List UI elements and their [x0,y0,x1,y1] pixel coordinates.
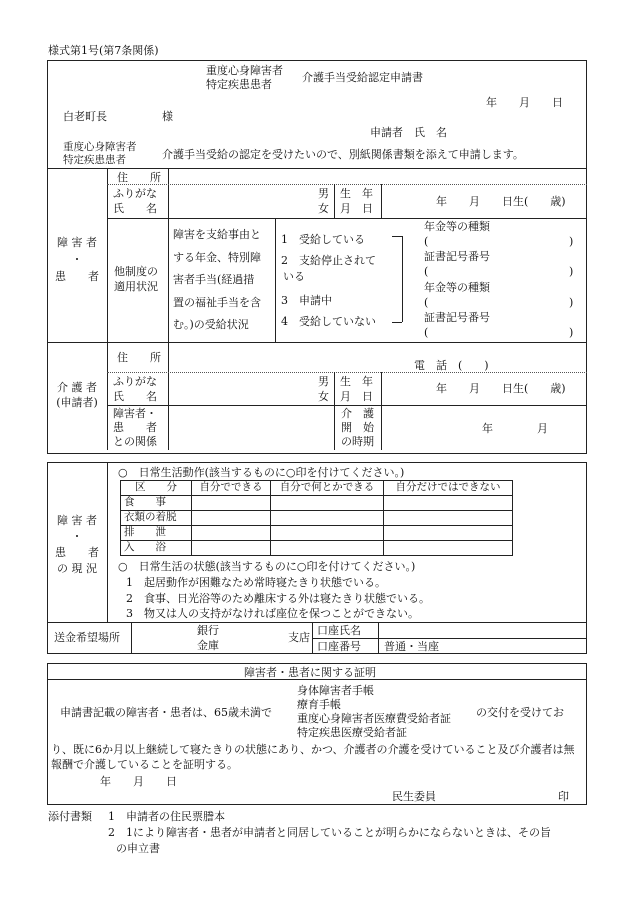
certificate-option-3[interactable]: 重度心身障害者医療費受給者証 [297,712,451,725]
bracket-bottom [392,322,402,323]
adl-row-label-bathing: 入 浴 [121,541,192,556]
relation-label [113,407,157,449]
caregiver-sex-male[interactable]: 男 [318,375,329,388]
paren-close-2: ) [569,265,574,278]
pension-desc-5: む。)の受給状況 [173,318,249,331]
care-start-label-1: 介 護 [341,407,374,420]
state-heading: ○ 日常生活の状態(該当するものに○印を付けてください。) [118,560,416,573]
patient-section-label [49,234,105,285]
status-option-1[interactable]: 1 受給している [281,233,365,246]
status-option-2[interactable]: 2 支給停止されて [281,254,376,267]
adl-cell[interactable] [192,541,271,556]
title-prefix-2: 特定疾患患者 [206,78,272,91]
request-text: 介護手当受給の認定を受けたいので、別紙関係書類を添えて申請します。 [162,148,524,161]
adl-cell[interactable] [384,511,513,526]
patient-name-label: 氏 名 [113,202,157,215]
patient-sex-male[interactable]: 男 [318,187,329,200]
caregiver-birth-label-2: 月 日 [340,390,373,403]
relation-label-2: 患 者 [113,421,157,434]
condition-label-l3: 患 者 [55,545,99,559]
addressee: 白老町長 様 [63,110,173,123]
account-number-label: 口座番号 [317,640,361,653]
submission-date: 年 月 日 [486,96,563,109]
commissioner-label: 民生委員 [392,790,436,803]
patient-birth-label-2: 月 日 [340,202,373,215]
condition-section-label [49,513,105,577]
adl-header-somehow: 自分で何とかできる [271,481,384,496]
adl-header-row [121,481,513,496]
attachment-item-2-cont: の申立書 [116,842,160,855]
other-system-label-2: 適用状況 [114,280,158,293]
title-prefix-1: 重度心身障害者 [206,64,283,77]
patient-furigana-label: ふりがな [113,187,157,200]
pension-kind-label-1: 年金等の種類 [424,220,490,233]
condition-label-l2: ・ [71,529,83,543]
pension-kind-label-2: 年金等の種類 [424,281,490,294]
adl-row [121,511,513,526]
adl-header-self: 自分でできる [192,481,271,496]
caregiver-address-label: 住 所 [117,351,161,364]
adl-header-cannot: 自分だけではできない [384,481,513,496]
caregiver-label-l1: 介 護 者 [57,381,97,394]
certificate-option-1[interactable]: 身体障害者手帳 [297,684,374,697]
state-item-1[interactable]: 1 起居動作が困難なため常時寝たきり状態でいる。 [126,576,386,589]
paren-open-3: ( [424,296,429,309]
adl-cell[interactable] [192,511,271,526]
adl-row-label-eating: 食 事 [121,496,192,511]
pension-desc-3: 害者手当(経過措 [173,273,255,286]
bracket-top [392,236,402,237]
payment-label: 送金希望場所 [54,631,120,644]
caregiver-section-label [49,380,105,411]
adl-row [121,526,513,541]
adl-cell[interactable] [192,526,271,541]
adl-row [121,496,513,511]
adl-cell[interactable] [271,496,384,511]
pension-desc [173,224,261,337]
pension-desc-1: 障害を支給事由と [173,228,261,241]
caregiver-address-field[interactable] [170,344,400,370]
condition-label-l1: 障 害 者 [57,514,97,527]
attachment-item-2: 2 1により障害者・患者が申請者と同居していることが明らかにならないときは、その旨 [108,826,551,839]
status-option-4[interactable]: 4 受給していない [281,315,376,328]
relation-label-3: との関係 [113,435,157,448]
pension-desc-2: する年金、特別障 [173,250,261,264]
status-option-3[interactable]: 3 申請中 [281,294,332,307]
patient-sex-female[interactable]: 女 [318,202,329,215]
relation-field[interactable] [170,407,330,447]
caregiver-name-label: 氏 名 [113,390,157,403]
certificate-intro: 申請書記載の障害者・患者は、65歳未満で [60,706,272,719]
adl-table [120,480,513,556]
status-option-2-cont: いる [283,270,305,283]
caregiver-furigana-label: ふりがな [113,375,157,388]
adl-row [121,541,513,556]
patient-birth-value[interactable]: 年 月 日生( 歳) [436,195,566,208]
adl-row-label-dressing: 衣類の着脱 [121,511,192,526]
care-start-label [341,407,374,449]
account-type[interactable]: 普通・当座 [384,640,439,653]
certificate-option-4[interactable]: 特定疾患医療受給者証 [297,726,407,739]
paren-close-1: ) [569,235,574,248]
payment-bank[interactable]: 銀行 [197,624,219,637]
patient-birth-label-1: 生 年 [340,187,373,200]
paren-open-2: ( [424,265,429,278]
patient-label-l2: ・ [71,253,83,267]
paren-open-1: ( [424,235,429,248]
certificate-heading: 障害者・患者に関する証明 [244,666,376,679]
cert-number-label-2: 証書記号番号 [424,311,490,324]
paren-open-4: ( [424,326,429,339]
request-prefix-1: 重度心身障害者 [63,141,137,153]
adl-cell[interactable] [384,541,513,556]
caregiver-label-l2: (申請者) [56,396,98,410]
patient-name-field[interactable] [170,186,320,216]
paren-close-4: ) [569,326,574,339]
patient-address-label: 住 所 [117,171,161,184]
certificate-option-2[interactable]: 療育手帳 [297,698,341,711]
adl-cell[interactable] [271,526,384,541]
adl-cell[interactable] [271,511,384,526]
form-title: 介護手当受給認定申請書 [302,71,423,84]
adl-cell[interactable] [192,496,271,511]
bracket-vertical [402,236,403,322]
caregiver-birth-value[interactable]: 年 月 日生( 歳) [436,382,566,395]
adl-cell[interactable] [384,526,513,541]
seal-mark: 印 [558,790,569,803]
adl-heading: ○ 日常生活動作(該当するものに○印を付けてください。) [118,466,405,479]
certificate-suffix: の交付を受けてお [476,706,564,719]
caregiver-phone-label[interactable]: 電 話 ( ) [414,359,489,372]
patient-label-l1: 障 害 者 [57,236,97,249]
pension-desc-4: 置の福祉手当を含 [173,295,261,309]
care-start-label-2: 開 始 [341,421,374,434]
attachment-item-1: 1 申請者の住民票謄本 [108,810,225,823]
account-name-label: 口座氏名 [317,624,361,637]
certificate-date[interactable]: 年 月 日 [100,775,177,788]
state-item-3[interactable]: 3 物又は人の支持がなければ座位を保つことができない。 [126,607,419,620]
patient-label-l3: 患 者 [55,270,99,284]
patient-address-field[interactable] [170,169,585,183]
other-system-label-1: 他制度の [114,265,158,278]
paren-close-3: ) [569,296,574,309]
relation-label-1: 障害者・ [113,407,157,420]
attachments-label: 添付書類 [48,810,92,823]
applicant-name-label: 申請者 氏 名 [370,126,447,139]
condition-label-l4: の 現 況 [57,561,97,575]
adl-row-label-toilet: 排 泄 [121,526,192,541]
cert-number-label-1: 証書記号番号 [424,250,490,263]
care-start-value[interactable]: 年 月 [482,422,548,435]
adl-cell[interactable] [271,541,384,556]
caregiver-birth-label-1: 生 年 [340,375,373,388]
payment-shinkin[interactable]: 金庫 [197,639,219,652]
care-start-label-3: の時期 [341,435,374,448]
request-prefix-2: 特定疾患患者 [63,154,126,166]
caregiver-name-field[interactable] [170,374,315,404]
caregiver-sex-female[interactable]: 女 [318,390,329,403]
payment-branch: 支店 [288,631,310,644]
adl-cell[interactable] [384,496,513,511]
form-number: 様式第1号(第7条関係) [48,44,159,57]
certificate-body: り、既に6か月以上継続して寝たきりの状態にあり、かつ、介護者の介護を受けていること及び介護者は無報酬で介護していることを証明する。 [51,743,575,771]
state-item-2[interactable]: 2 食事、日光浴等のため離床する外は寝たきり状態でいる。 [126,592,430,605]
adl-header-category: 区 分 [121,481,192,496]
